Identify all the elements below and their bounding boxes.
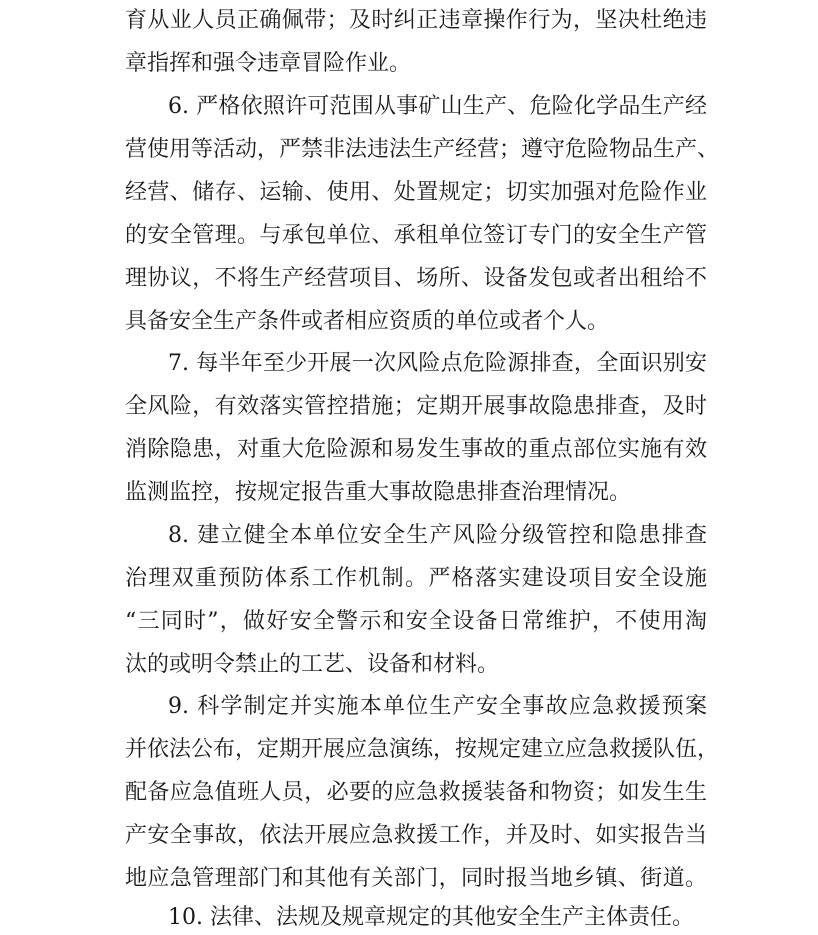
text-line: “三同时”，做好安全警示和安全设备日常维护，不使用淘 bbox=[125, 609, 707, 634]
text-line: 经营、储存、运输、使用、处置规定；切实加强对危险作业 bbox=[125, 180, 707, 205]
paragraph-9-start: 9. 科学制定并实施本单位生产安全事故应急救援预案 bbox=[168, 694, 707, 719]
text-line: 具备安全生产条件或者相应资质的单位或者个人。 bbox=[125, 309, 610, 334]
text-line: 并依法公布，定期开展应急演练，按规定建立应急救援队伍， bbox=[125, 737, 720, 762]
text-line: 消除隐患，对重大危险源和易发生事故的重点部位实施有效 bbox=[125, 437, 707, 462]
text-line: 治理双重预防体系工作机制。严格落实建设项目安全设施 bbox=[125, 566, 707, 591]
paragraph-6-start: 6. 严格依照许可范围从事矿山生产、危险化学品生产经 bbox=[168, 94, 707, 119]
text-line: 地应急管理部门和其他有关部门，同时报当地乡镇、街道。 bbox=[125, 866, 707, 891]
text-line: 营使用等活动，严禁非法违法生产经营；遵守危险物品生产、 bbox=[125, 137, 720, 162]
text-line: 的安全管理。与承包单位、承租单位签订专门的安全生产管 bbox=[125, 223, 707, 248]
text-line: 监测监控，按规定报告重大事故隐患排查治理情况。 bbox=[125, 480, 632, 505]
text-line: 全风险，有效落实管控措施；定期开展事故隐患排查，及时 bbox=[125, 394, 707, 419]
text-line: 育从业人员正确佩带；及时纠正违章操作行为，坚决杜绝违 bbox=[125, 8, 707, 33]
paragraph-10-start: 10. 法律、法规及规章规定的其他安全生产主体责任。 bbox=[168, 905, 694, 930]
text-line: 产安全事故，依法开展应急救援工作，并及时、如实报告当 bbox=[125, 823, 707, 848]
text-line: 理协议，不将生产经营项目、场所、设备发包或者出租给不 bbox=[125, 266, 707, 291]
paragraph-8-start: 8. 建立健全本单位安全生产风险分级管控和隐患排查 bbox=[168, 523, 707, 548]
paragraph-7-start: 7. 每半年至少开展一次风险点危险源排查，全面识别安 bbox=[168, 351, 707, 376]
text-line: 汰的或明令禁止的工艺、设备和材料。 bbox=[125, 652, 500, 677]
text-line: 章指挥和强令违章冒险作业。 bbox=[125, 51, 412, 76]
text-line: 配备应急值班人员，必要的应急救援装备和物资；如发生生 bbox=[125, 780, 707, 805]
